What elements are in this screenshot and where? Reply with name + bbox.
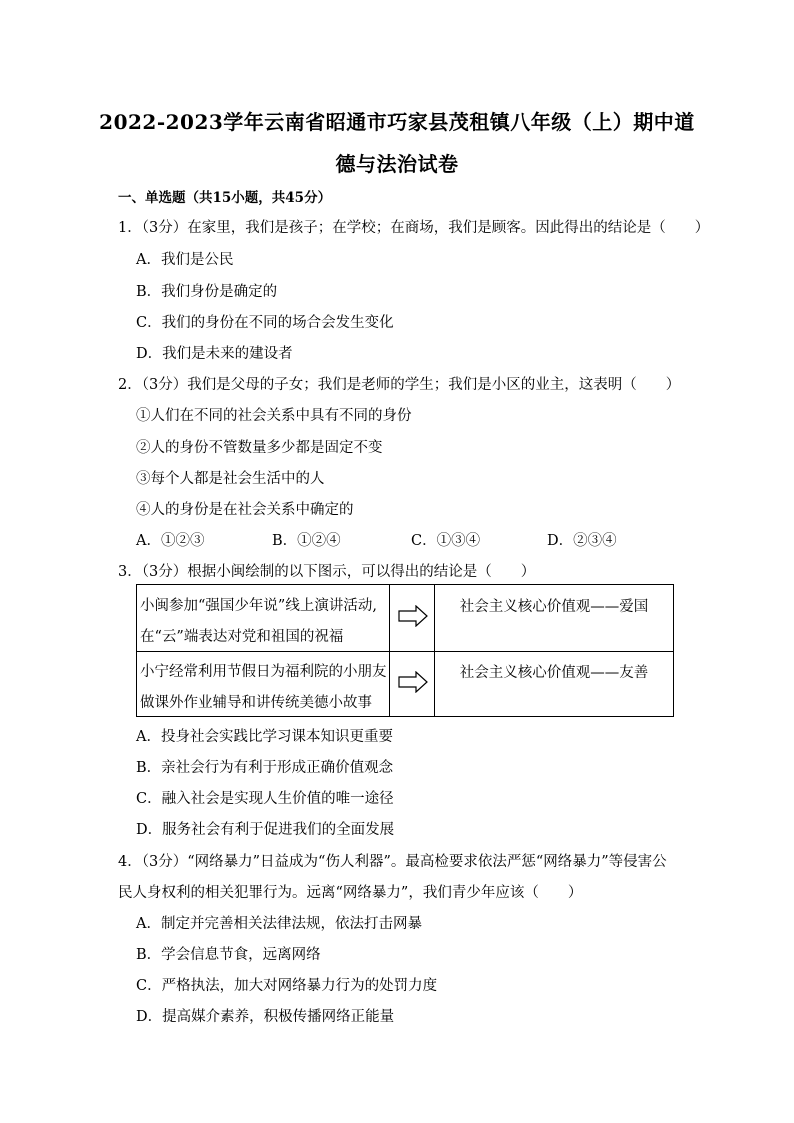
question-2-option-b: B．①②④ — [272, 533, 341, 549]
question-4-option-a: A．制定并完善相关法律法规，依法打击网暴 — [136, 916, 422, 932]
question-1-option-b: B．我们身份是确定的 — [136, 284, 278, 300]
question-3-option-d: D．服务社会有利于促进我们的全面发展 — [136, 822, 395, 838]
table-cell-value: 社会主义核心价值观——爱国 — [459, 599, 649, 615]
question-3-option-a: A．投身社会实践比学习课本知识更重要 — [136, 729, 393, 745]
question-2-statement-2: ②人的身份不管数量多少都是固定不变 — [136, 440, 383, 456]
table-row — [137, 651, 673, 717]
table-row — [137, 585, 673, 652]
question-1-option-c: C．我们的身份在不同的场合会发生变化 — [136, 315, 394, 331]
table-cell-arrow — [390, 585, 435, 651]
row-1-text-line1: 小闽参加“强国少年说”线上演讲活动, — [140, 598, 377, 614]
question-2-option-a: A．①②③ — [136, 533, 205, 549]
table-cell-description — [137, 585, 390, 651]
question-4-stem-line2: 民人身权利的相关犯罪行为。远离“网络暴力”，我们青少年应该（ ） — [118, 885, 583, 901]
exam-title-line1: 2022-2023学年云南省昭通市巧家县茂租镇八年级（上）期中道 — [99, 110, 695, 134]
row-2-text-line1: 小宁经常利用节假日为福利院的小朋友 — [140, 664, 387, 680]
question-2-stem: 2．（3分）我们是父母的子女；我们是老师的学生；我们是小区的业主，这表明（ ） — [118, 377, 681, 393]
question-4-option-d: D．提高媒介素养，积极传播网络正能量 — [136, 1009, 395, 1025]
question-2-option-c: C．①③④ — [411, 533, 481, 549]
question-3-stem: 3．（3分）根据小闽绘制的以下图示，可以得出的结论是（ ） — [118, 564, 536, 580]
question-3-option-b: B．亲社会行为有利于形成正确价值观念 — [136, 760, 394, 776]
section-heading: 一、单选题（共15小题，共45分） — [118, 190, 332, 206]
question-2-statement-1: ①人们在不同的社会关系中具有不同的身份 — [136, 408, 412, 424]
right-arrow-icon — [398, 671, 428, 693]
question-2-option-d: D．②③④ — [547, 533, 617, 549]
exam-title-line2: 德与法治试卷 — [335, 152, 459, 176]
table-cell-value: 社会主义核心价值观——友善 — [459, 665, 649, 681]
question-1-option-a: A．我们是公民 — [136, 252, 234, 268]
question-1-stem: 1．（3分）在家里，我们是孩子；在学校；在商场，我们是顾客。因此得出的结论是（ ） — [118, 220, 710, 236]
question-4-stem-line1: 4．（3分）“网络暴力”日益成为“伤人利器”。最高检要求依法严惩“网络暴力”等侵害公 — [118, 854, 667, 870]
question-2-statement-4: ④人的身份是在社会关系中确定的 — [136, 502, 354, 518]
question-3-option-c: C．融入社会是实现人生价值的唯一途径 — [136, 791, 394, 807]
row-2-text-line2: 做课外作业辅导和讲传统美德小故事 — [140, 695, 372, 711]
right-arrow-icon — [398, 605, 428, 627]
question-2-statement-3: ③每个人都是社会生活中的人 — [136, 471, 325, 487]
question-4-option-b: B．学会信息节食，远离网络 — [136, 947, 321, 963]
question-4-option-c: C．严格执法，加大对网络暴力行为的处罚力度 — [136, 978, 438, 994]
table-cell-description — [137, 651, 390, 717]
table-cell-arrow — [390, 651, 435, 717]
row-1-text-line2: 在“云”端表达对党和祖国的祝福 — [140, 629, 344, 645]
question-3-table — [136, 584, 674, 717]
question-1-option-d: D．我们是未来的建设者 — [136, 346, 293, 362]
